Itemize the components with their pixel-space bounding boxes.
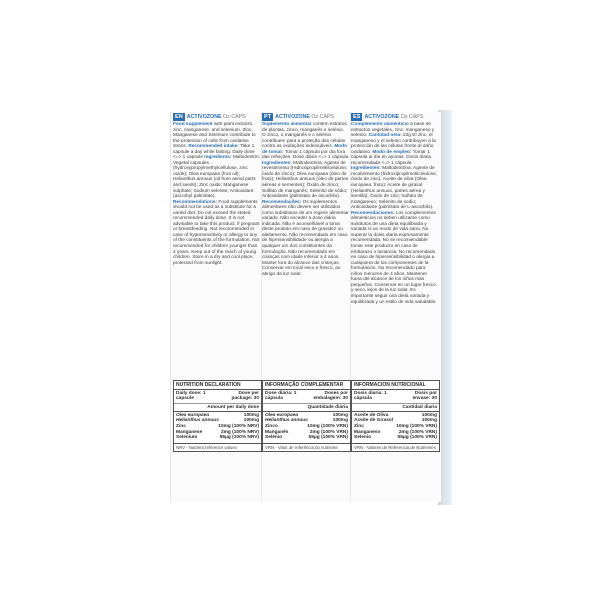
ingredient-name: Selenio (354, 435, 372, 441)
text-segment: O zinco, o manganês e o selénio contribuem para a proteção das células contra as oxidações indesejáveis. (262, 133, 346, 150)
language-badge: PT (264, 113, 272, 120)
brand-part: OZONE (380, 113, 400, 120)
table-title: NUTRITION DECLARATION (174, 381, 261, 390)
ingredient-name: Aceite de Oliva (354, 412, 389, 418)
text-segment: Food supplements should not be used as a substitute for a varied diet. Do not exceed the stated recommended daily dose. It is not advisable to take this product, if pregnant or breastfeeding. Not recommended in case of hypersensitivity or allergy to any of the constituents of the formulation. Not recommended for children younger than 4 years. Keep out of the reach of young children. Store in a dry and cool place, protected from sunlight. (173, 199, 260, 266)
ingredient-amount: 55μg (100% VRN) (308, 435, 348, 441)
dose-row (263, 390, 350, 404)
column-es (351, 112, 438, 502)
ingredient-name: Olea europaea (176, 412, 210, 418)
ingredient-name: Zinco (265, 424, 278, 429)
dose-row (174, 390, 261, 404)
nutrition-table (351, 380, 440, 452)
language-badge: ES (353, 113, 361, 120)
dose-per-package: Dose per package: 30 (231, 391, 259, 402)
brand-part: Oz CAPS (221, 113, 246, 120)
text-segment: Maltodextrin; Vegetal capsules (hydroxypropylmethylcellulose, zinc oxide); Olea europaea (fruit oil); Helianthus annuus (oil from aerial parts and seeds); Zinc oxide; Manganese sulphate; Sodium selenite; Antioxidant (ascorbyl palmitate). (173, 155, 260, 200)
text-segment: 22g (401, 133, 413, 139)
table-title: INFORMACION NUTRICIONAL (352, 381, 439, 390)
text-segment: Modo de empleo: (371, 149, 412, 155)
text-segment: Food supplement (173, 122, 213, 127)
text-segment: a base de extractos vegetales, zinc, manganeso y selenio. (351, 122, 435, 139)
table-rows (352, 412, 439, 444)
text-segment: El zinc, el manganeso y el selenio contribuyen a la protección de las células frente al daño oxidativo. (351, 133, 436, 155)
ingredient-amount: 2mg (100% VRN) (309, 429, 348, 435)
brand-name (275, 114, 334, 120)
text-segment: Daily dose <=> 1 capsule (173, 149, 255, 161)
ingredient-amount: 100mg (332, 418, 348, 424)
text-segment: Dosis diaria recomendada <=> 1 cápsula (351, 155, 432, 166)
ingredient-name: Manganeso (354, 429, 381, 435)
ingredient-amount: 55μg (100% VRN) (397, 435, 437, 441)
table-rows (174, 412, 261, 444)
ingredient-amount: 55μg (100% NRV) (219, 435, 259, 441)
brand-part: ACTIV (186, 113, 203, 120)
text-segment: Tomar 1 cápsula por dia fora das refeições. (262, 149, 346, 161)
ingredient-amount: 10mg (100% VRN) (307, 424, 348, 429)
text-segment: Recommendations: (173, 199, 218, 205)
text-segment: Los complementos alimenticios no deben utilizarse como sustitutos de una dieta equilibrada y variada ni un modo de vida sano. No superar la dosis diaria expresamente recomendada. No se recomiendable tomar este producto en caso de embarazo o lactancia. No recomendado en caso de hipersensibilidad o alergia a cualquiera de los componentes de la formulación. No recomendado para niños menores de 4 años. Mantener fuera del alcance de los niños más pequeños. Conservar en un lugar fresco y seco, lejos de la luz solar. Es importante seguir una dieta variada y equilibrada y un estilo de vida saludable. (351, 210, 437, 305)
text-segment: Maltodextrina; Agente de recubrimiento (hidroxipropilmetilcelulose, óxido de zinc); Aceite de oliva (Olea europaea, fruto); Aceite de girasol (Helianthus annuus, partes aérea y semilla); Óxido de zinc; Sulfato de manganeso; Selenito de sodio; Antioxidante (palmitato de L-ascorbilo). (351, 166, 438, 211)
brand-part: ACTIV (364, 113, 381, 120)
dose-row (352, 390, 439, 404)
daily-dose: Daily dose: 1 capsule (176, 391, 206, 402)
table-rows (263, 412, 350, 444)
text-segment: Maltodextrina; Agente de revestimento (Hidroxipropilmetilcelulose, óxido de zinco); Olea europaea (óleo de fruto); Helianthus annuus (óleo de partes aéreas e sementes); Óxido de zinco; Sulfato de manganês; Selenito de sódio; Antioxidante (palmitato de ascorbilo). (262, 160, 349, 200)
ingredient-amount: 100mg (243, 412, 259, 418)
text-segment: Ingredientes: (351, 166, 381, 172)
ingredient-name: Aceite de Girasol (354, 418, 394, 424)
ingredient-amount: 100mg (421, 412, 437, 418)
text-segment: Ingredientes: (262, 160, 292, 166)
column-header (262, 112, 349, 121)
column-header (173, 112, 260, 121)
package-label-panel (170, 112, 441, 502)
text-segment: Cantidad neta: (368, 133, 402, 139)
ingredient-name: Selénio (265, 435, 283, 441)
label-text (262, 122, 349, 362)
nutrition-table (173, 380, 262, 452)
ingredient-amount: 10mg (100% VRN) (396, 424, 437, 429)
table-row (352, 435, 439, 441)
brand-part: OZONE (202, 113, 222, 120)
brand-part: Oz CAPS (309, 113, 335, 120)
dose-per-package: Doses por embalagem: 30 (313, 391, 348, 402)
text-segment: Recomendaciones: (351, 210, 395, 216)
ingredient-name: Helianthus annuus (265, 418, 308, 424)
ingredient-name: Zinc (354, 424, 364, 429)
text-segment: Take 1 capsule a day while fasting. (173, 144, 255, 155)
ingredient-name: Selenium (176, 435, 198, 441)
ingredient-amount: 100mg (332, 412, 348, 418)
column-header (351, 112, 438, 121)
ingredient-amount: 2mg (100% NRV) (220, 429, 259, 435)
brand-part: OZONE (291, 113, 310, 120)
table-row (263, 435, 350, 441)
label-text (173, 122, 260, 362)
text-segment: contém extratos de plantas, zinco, manganês e selénio. (262, 122, 347, 133)
ingredient-name: Manganês (265, 429, 289, 435)
ingredient-name: Olea europaea (265, 412, 299, 418)
ingredient-name: Manganese (176, 429, 203, 435)
column-pt (262, 112, 349, 502)
table-footnote: VRN - Valor de referência do nutriente (265, 444, 338, 450)
brand-part: ACTIV (275, 113, 292, 120)
ingredient-amount: 100mg (243, 418, 259, 424)
brand-part: Oz CAPS (399, 113, 424, 120)
text-segment: with plant extracts, zinc, manganese, and selenium. (173, 122, 254, 133)
daily-dose: Dosis diaria: 1 cápsula (354, 391, 387, 402)
table-footnote: NRV - Nutrient reference values (176, 444, 237, 450)
ingredient-name: Helianthus annuus (176, 418, 219, 424)
language-badge: EN (175, 113, 183, 120)
amount-header: Cantidad diaria (352, 404, 439, 412)
daily-dose: Dose diária: 1 cápsula (265, 391, 297, 402)
table-row (174, 435, 261, 441)
text-segment: Ingredients: (202, 155, 232, 161)
text-segment: Recommended intake: (187, 144, 239, 150)
label-text (351, 122, 438, 362)
text-segment: Os suplementos alimentares não devem ser utilizados como substitutos de um regime alimentar variado. Não exceder a dose diária indicada. Não é aconselhável a toma deste produto em caso de gravidez ou aleitamento. Não recomendado em caso de hipersensibilidade ou alergia a qualquer um dos constituintes da formulação. Não recomendado em crianças com idade inferior a 4 anos. Manter fora do alcance das crianças. Conservar em local seco e fresco, ao abrigo da luz solar. (262, 199, 349, 277)
nutrition-table (262, 380, 351, 452)
ingredient-amount: 10mg (100% NRV) (218, 424, 259, 429)
ingredient-name: Zinc (176, 424, 186, 429)
dose-per-package: Dosis por envase: 30 (412, 391, 437, 402)
table-title: INFORMAÇÃO COMPLEMENTAR (263, 381, 350, 390)
text-segment: Complemento alimenticio (351, 122, 409, 127)
text-segment: Tomar 1 cápsula al día en ayunas. (351, 149, 430, 161)
amount-header: Quantidade diária (263, 404, 350, 412)
column-en (173, 112, 260, 502)
ingredient-amount: 100mg (421, 418, 437, 424)
amount-header: Amount per daily dose (174, 404, 261, 412)
brand-name (364, 114, 423, 120)
text-segment: Recomendações: (262, 199, 302, 205)
text-segment: Zinc, Manganese and Selenium contribute to the protection of cells from oxidative stress. (173, 127, 256, 150)
table-footnote: VRN - Valores de Referencia de Nutrientes (354, 444, 436, 450)
brand-name (187, 114, 246, 120)
ingredient-amount: 2mg (100% VRN) (398, 429, 437, 435)
text-segment: Modo de tomar: (262, 144, 348, 155)
text-segment: Suplemento alimentar (262, 122, 312, 127)
text-segment: Dose diária <=> 1 cápsula (292, 155, 349, 161)
